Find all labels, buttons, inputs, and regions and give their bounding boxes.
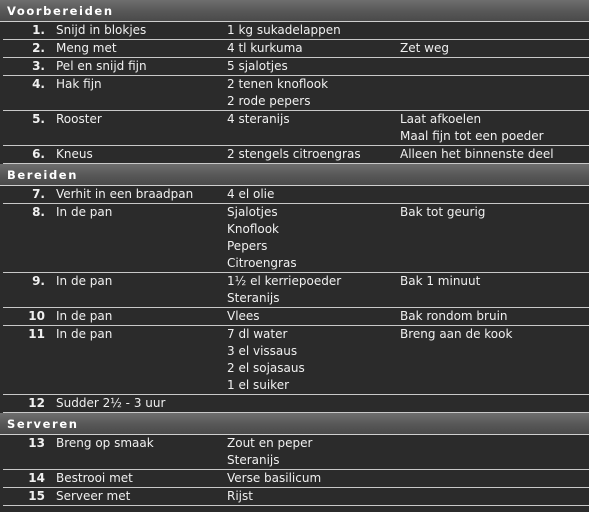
- note: Maal fijn tot een poeder: [400, 129, 544, 143]
- section-header: Voorbereiden: [0, 0, 589, 22]
- ingredient: Rijst: [227, 489, 253, 503]
- step-number: 6.: [32, 147, 45, 161]
- ingredient: 2 stengels citroengras: [227, 147, 361, 161]
- ingredient: Steranijs: [227, 453, 280, 467]
- note: Laat afkoelen: [400, 112, 482, 126]
- step-number: 8.: [32, 205, 45, 219]
- ingredient: 3 el vissaus: [227, 344, 298, 358]
- ingredient: 2 tenen knoflook: [227, 77, 329, 91]
- notes-cell: [400, 470, 589, 487]
- step-row: [3, 204, 589, 273]
- ingredients-cell: [227, 395, 400, 412]
- ingredient: Vlees: [227, 309, 260, 323]
- notes-cell: [400, 273, 589, 307]
- step-row: [3, 435, 589, 470]
- step-row: [3, 186, 589, 204]
- notes-cell: [400, 308, 589, 325]
- section-header: Bereiden: [0, 164, 589, 186]
- ingredients-cell: [227, 488, 400, 505]
- ingredients-cell: [227, 273, 400, 307]
- step-action: Pel en snijd fijn: [56, 59, 147, 73]
- ingredients-cell: [227, 146, 400, 163]
- step-row: [3, 76, 589, 111]
- notes-cell: [400, 40, 589, 57]
- step-action: Snijd in blokjes: [56, 23, 147, 37]
- notes-cell: [400, 22, 589, 39]
- step-number: 14: [28, 471, 45, 485]
- notes-cell: [400, 58, 589, 75]
- ingredient: 4 el olie: [227, 187, 275, 201]
- step-number: 7.: [32, 187, 45, 201]
- notes-cell: [400, 326, 589, 394]
- step-row: [3, 488, 589, 506]
- ingredients-cell: [227, 40, 400, 57]
- note: Bak rondom bruin: [400, 309, 508, 323]
- note: Bak tot geurig: [400, 205, 486, 219]
- notes-cell: [400, 111, 589, 145]
- ingredients-cell: [227, 470, 400, 487]
- ingredient: Steranijs: [227, 291, 280, 305]
- step-row: [3, 395, 589, 413]
- ingredients-cell: [227, 308, 400, 325]
- ingredients-cell: [227, 204, 400, 272]
- step-number: 12: [28, 396, 45, 410]
- step-action: Meng met: [56, 41, 117, 55]
- notes-cell: [400, 76, 589, 110]
- notes-cell: [400, 186, 589, 203]
- step-row: [3, 58, 589, 76]
- ingredient: 1 kg sukadelappen: [227, 23, 341, 37]
- step-action: Bestrooi met: [56, 471, 133, 485]
- step-row: [3, 273, 589, 308]
- ingredient: 5 sjalotjes: [227, 59, 288, 73]
- ingredients-cell: [227, 58, 400, 75]
- ingredient: Zout en peper: [227, 436, 313, 450]
- step-number: 10: [28, 309, 45, 323]
- ingredients-cell: [227, 76, 400, 110]
- ingredients-cell: [227, 435, 400, 469]
- ingredients-cell: [227, 22, 400, 39]
- step-action: Serveer met: [56, 489, 131, 503]
- step-row: [3, 470, 589, 488]
- step-number: 11: [28, 327, 45, 341]
- step-number: 2.: [32, 41, 45, 55]
- step-action: Kneus: [56, 147, 93, 161]
- ingredient: 7 dl water: [227, 327, 288, 341]
- ingredient: 1 el suiker: [227, 378, 290, 392]
- step-row: [3, 22, 589, 40]
- step-action: In de pan: [56, 309, 113, 323]
- step-action: In de pan: [56, 327, 113, 341]
- step-number: 1.: [32, 23, 45, 37]
- step-row: [3, 146, 589, 164]
- notes-cell: [400, 204, 589, 272]
- step-row: [3, 40, 589, 58]
- step-action: In de pan: [56, 274, 113, 288]
- step-row: [3, 111, 589, 146]
- note: Bak 1 minuut: [400, 274, 481, 288]
- step-action: In de pan: [56, 205, 113, 219]
- step-number: 3.: [32, 59, 45, 73]
- note: Zet weg: [400, 41, 449, 55]
- ingredient: Verse basilicum: [227, 471, 322, 485]
- step-action: Verhit in een braadpan: [56, 187, 194, 201]
- ingredient: 2 rode pepers: [227, 94, 311, 108]
- notes-cell: [400, 488, 589, 505]
- ingredient: 4 tl kurkuma: [227, 41, 303, 55]
- step-row: [3, 326, 589, 395]
- ingredient: Citroengras: [227, 256, 297, 270]
- ingredient: Pepers: [227, 239, 268, 253]
- note: Breng aan de kook: [400, 327, 513, 341]
- ingredient: Knoflook: [227, 222, 280, 236]
- ingredient: 2 el sojasaus: [227, 361, 305, 375]
- notes-cell: [400, 146, 589, 163]
- step-number: 4.: [32, 77, 45, 91]
- notes-cell: [400, 395, 589, 412]
- notes-cell: [400, 435, 589, 469]
- note: Alleen het binnenste deel: [400, 147, 554, 161]
- step-action: Rooster: [56, 112, 102, 126]
- step-number: 13: [28, 436, 45, 450]
- ingredient: 4 steranijs: [227, 112, 290, 126]
- ingredient: 1½ el kerriepoeder: [227, 274, 342, 288]
- step-number: 15: [28, 489, 45, 503]
- step-number: 5.: [32, 112, 45, 126]
- ingredients-cell: [227, 326, 400, 394]
- step-action: Breng op smaak: [56, 436, 154, 450]
- step-row: [3, 308, 589, 326]
- step-action: Hak fijn: [56, 77, 102, 91]
- step-number: 9.: [32, 274, 45, 288]
- ingredients-cell: [227, 111, 400, 145]
- step-action: Sudder 2½ - 3 uur: [56, 396, 166, 410]
- ingredients-cell: [227, 186, 400, 203]
- ingredient: Sjalotjes: [227, 205, 278, 219]
- section-header: Serveren: [0, 413, 589, 435]
